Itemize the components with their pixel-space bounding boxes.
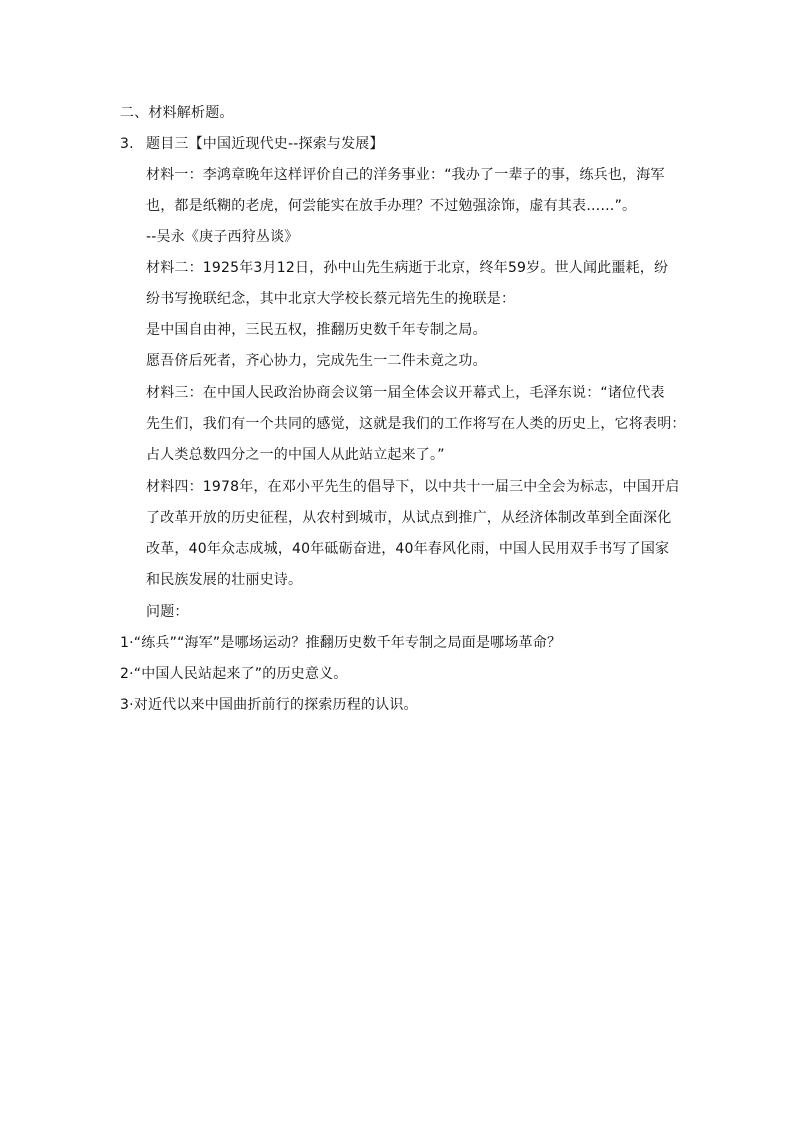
material-1-source: --吴永《庚子西狩丛谈》 xyxy=(146,229,299,245)
material-1-line-1: 材料一：李鸿章晚年这样评价自己的洋务事业：“我办了一辈子的事，练兵也，海军 xyxy=(146,167,665,183)
material-4-line-2: 了改革开放的历史征程，从农村到城市，从试点到推广，从经济体制改革到全面深化 xyxy=(146,510,672,526)
material-4-line-1: 材料四：1978年，在邓小平先生的倡导下，以中共十一届三中全会为标志，中国开启 xyxy=(146,479,680,495)
material-2-line-4: 愿吾侪后死者，齐心协力，完成先生一二件未竟之功。 xyxy=(146,353,487,369)
material-4-line-4: 和民族发展的壮丽史诗。 xyxy=(146,572,303,588)
material-4-line-3: 改革，40年众志成城，40年砥砺奋进，40年春风化雨，中国人民用双手书写了国家 xyxy=(146,541,670,557)
sub-question-2: 2·“中国人民站起来了”的历史意义。 xyxy=(120,666,348,682)
material-3-line-1: 材料三：在中国人民政治协商会议第一届全体会议开幕式上，毛泽东说：“诸位代表 xyxy=(146,385,665,401)
material-2-line-1: 材料二：1925年3月12日，孙中山先生病逝于北京，终年59岁。世人闻此噩耗，纷 xyxy=(146,260,669,276)
material-2-line-2: 纷书写挽联纪念，其中北京大学校长蔡元培先生的挽联是： xyxy=(146,291,516,307)
sub-question-1: 1·“练兵”“海军”是哪场运动？推翻历史数千年专制之局面是哪场革命？ xyxy=(120,635,562,651)
material-2-line-3: 是中国自由神，三民五权，推翻历史数千年专制之局。 xyxy=(146,322,487,338)
questions-heading: 问题： xyxy=(146,604,189,620)
question-number: 3. xyxy=(120,136,134,152)
section-title: 二、材料解析题。 xyxy=(120,105,234,121)
material-1-line-2: 也，都是纸糊的老虎，何尝能实在放手办理？不过勉强涂饰，虚有其表……”。 xyxy=(146,198,637,214)
sub-question-3: 3·对近代以来中国曲折前行的探索历程的认识。 xyxy=(120,697,418,713)
material-3-line-2: 先生们，我们有一个共同的感觉，这就是我们的工作将写在人类的历史上，它将表明： xyxy=(146,416,686,432)
material-3-line-3: 占人类总数四分之一的中国人从此站立起来了。” xyxy=(146,447,445,463)
question-title: 题目三【中国近现代史--探索与发展】 xyxy=(146,136,384,152)
